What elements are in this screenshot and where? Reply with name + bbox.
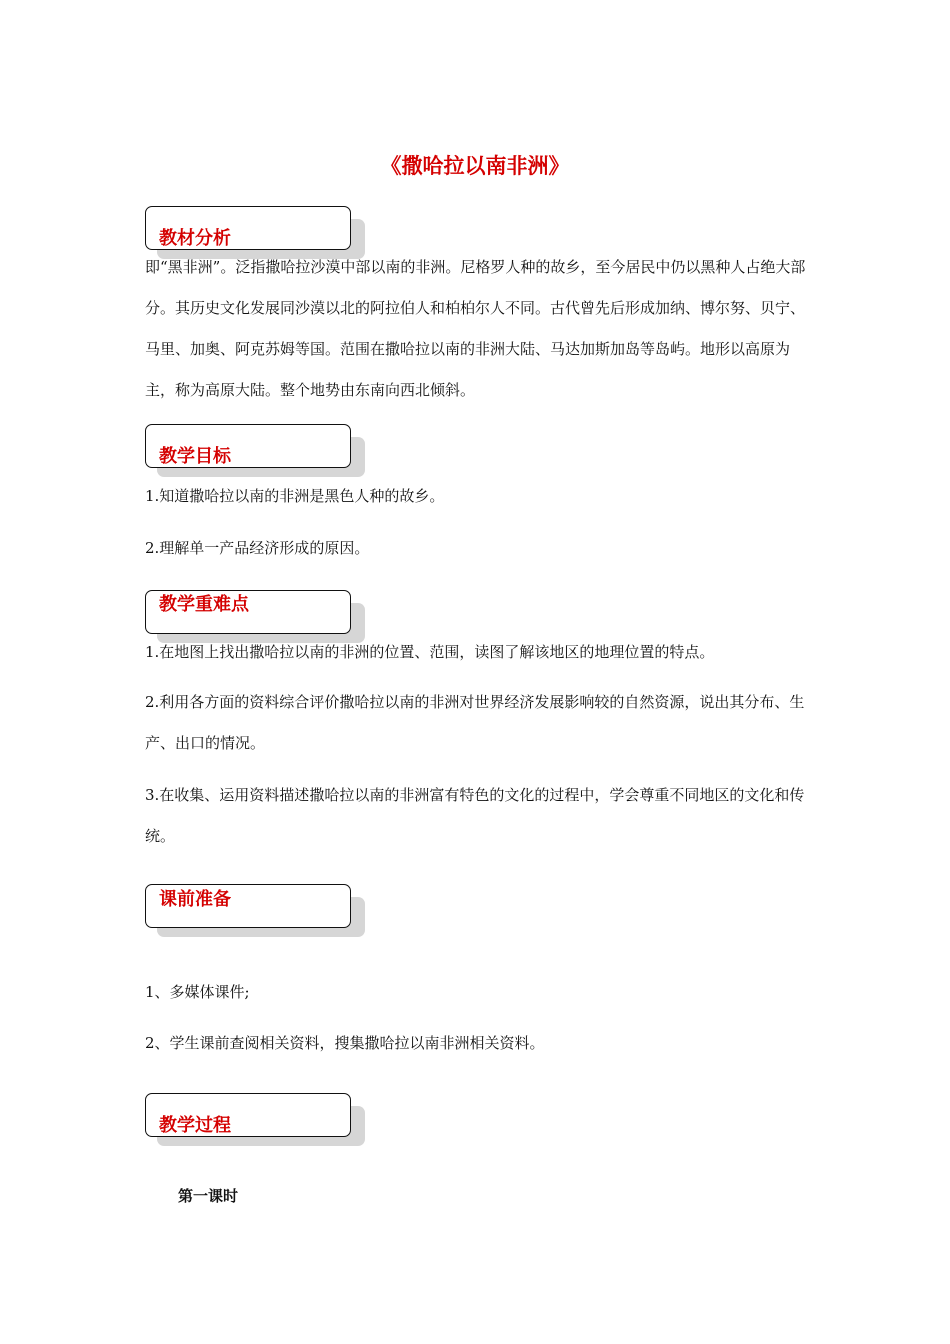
document-title: 《撒哈拉以南非洲》 (380, 154, 570, 178)
prep-item: 2、学生课前查阅相关资料，搜集撒哈拉以南非洲相关资料。 (145, 1034, 545, 1052)
section-heading-goals (145, 424, 351, 468)
heading-label: 教学重难点 (159, 594, 249, 615)
heading-label: 课前准备 (159, 889, 231, 910)
goal-item: 1.知道撒哈拉以南的非洲是黑色人种的故乡。 (145, 487, 445, 505)
goal-item: 2.理解单一产品经济形成的原因。 (145, 539, 370, 557)
lesson-period-label: 第一课时 (178, 1187, 239, 1205)
section-heading-process (145, 1093, 351, 1137)
heading-label: 教学目标 (159, 446, 231, 467)
section-heading-keypoints (145, 590, 351, 634)
section-heading-prep (145, 884, 351, 928)
prep-item: 1、多媒体课件; (145, 983, 250, 1001)
keypoint-item: 3.在收集、运用资料描述撒哈拉以南的非洲富有特色的文化的过程中，学会尊重不同地区的文化和传统。 (145, 786, 805, 845)
section-heading-analysis (145, 206, 351, 250)
analysis-paragraph: 即“黑非洲”。泛指撒哈拉沙漠中部以南的非洲。尼格罗人种的故乡，至今居民中仍以黑种人占绝大部分。其历史文化发展同沙漠以北的阿拉伯人和柏柏尔人不同。古代曾先后形成加纳、博尔努、贝宁、马里、加奥、阿克苏姆等国。范围在撒哈拉以南的非洲大陆、马达加斯加岛等岛屿。地形以高原为主，称为高原大陆。整个地势由东南向西北倾斜。 (145, 258, 806, 399)
heading-label: 教学过程 (159, 1115, 231, 1136)
keypoint-item: 2.利用各方面的资料综合评价撒哈拉以南的非洲对世界经济发展影响较的自然资源，说出其分布、生产、出口的情况。 (145, 693, 805, 752)
heading-label: 教材分析 (159, 228, 231, 249)
keypoint-item: 1.在地图上找出撒哈拉以南的非洲的位置、范围，读图了解该地区的地理位置的特点。 (145, 643, 715, 661)
